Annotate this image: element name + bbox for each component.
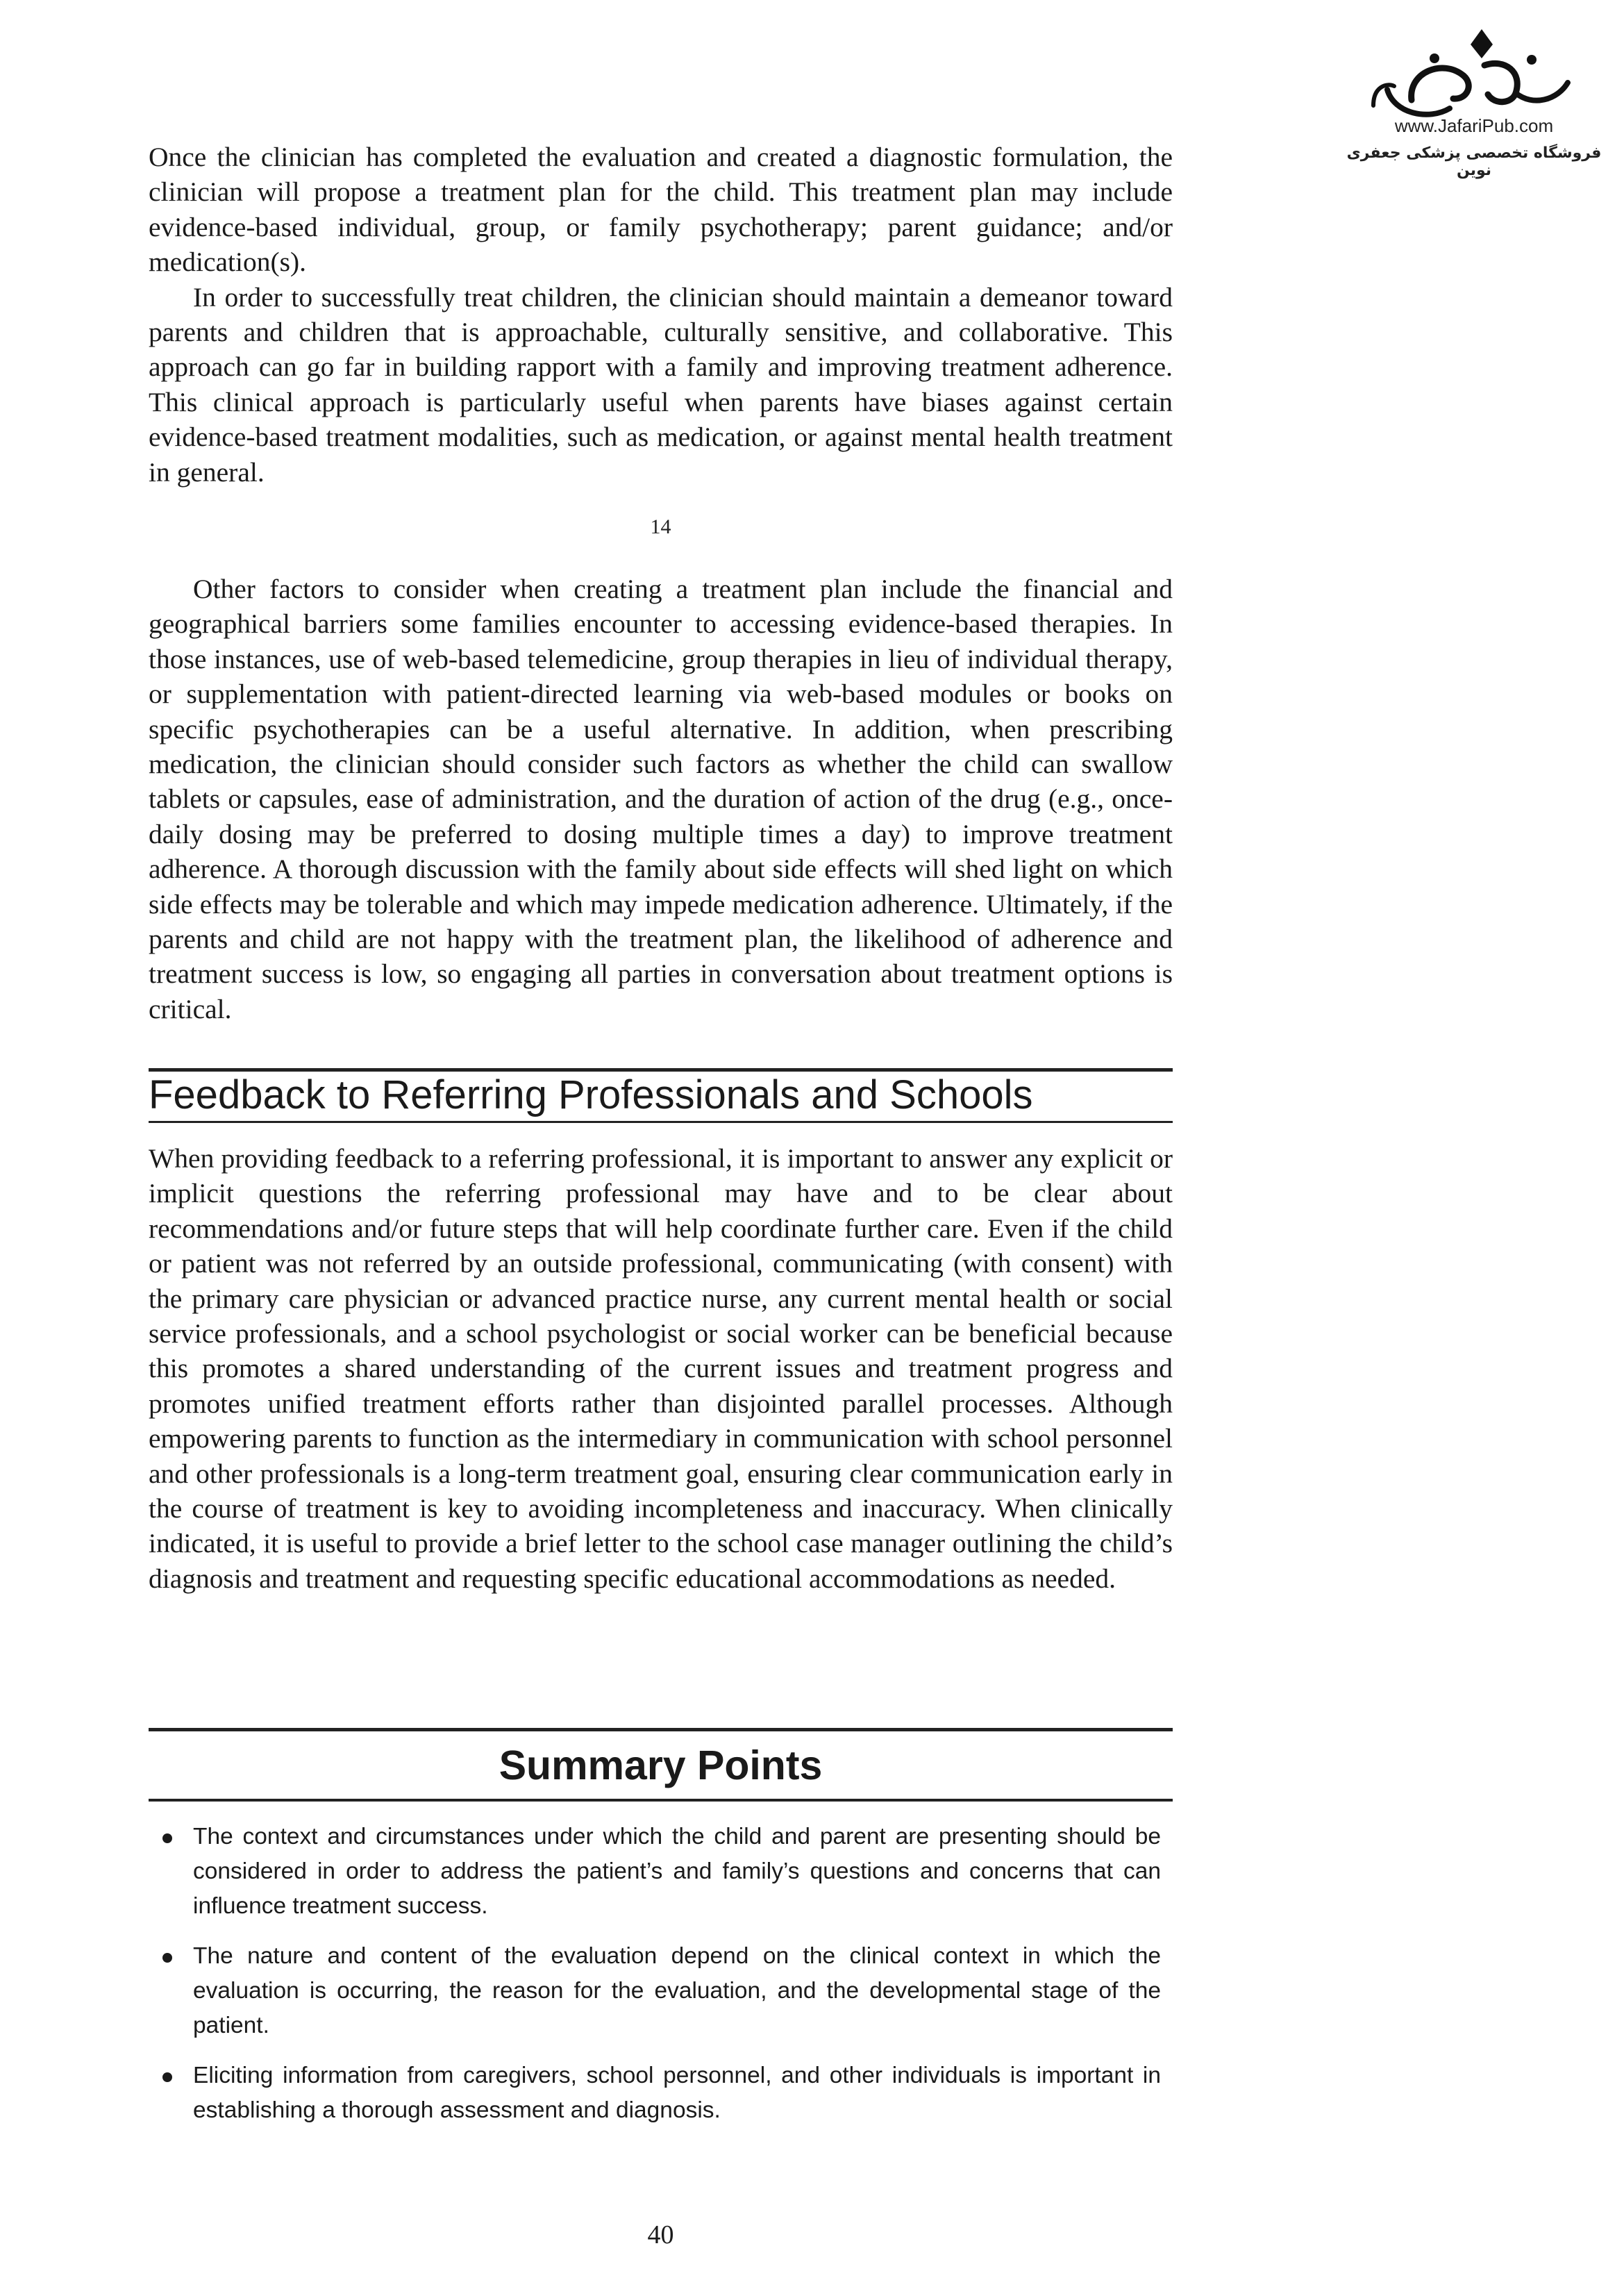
section-top-rule (149, 1068, 1173, 1072)
summary-bottom-rule (149, 1799, 1173, 1802)
summary-point-text: The context and circumstances under which the child and parent are presenting should be considered in order to address the patient’s and family’s questions and concerns that can influence treatment success. (193, 1824, 1161, 1919)
section-bottom-rule (149, 1121, 1173, 1123)
paragraph-demeanor: In order to successfully treat children, the clinician should maintain a demeanor toward parents and children that is approachable, culturally sensitive, and collaborative. This approach can go far in building rapport with a family and improving treatment adherence. This clinical approach is particularly useful when parents have biases against certain evidence-based treatment modalities, such as medication, or against mental health treatment in general. (149, 281, 1173, 488)
bullet-icon (162, 2072, 172, 2082)
feedback-text-block (149, 1141, 1173, 1596)
summary-points-list (160, 1820, 1161, 2143)
paragraph-other-factors: Other factors to consider when creating a treatment plan include the financial and geographical barriers some families encounter to accessing evidence-based therapies. In those instances, use of web-based telemedicine, group therapies in lieu of individual therapy, or supplementation with patient-directed learning via web-based modules or books on specific psychotherapies can be a useful alternative. In addition, when prescribing medication, the clinician should consider such factors as whether the child can swallow tablets or capsules, ease of administration, and the duration of action of the drug (e.g., once-daily dosing may be preferred to dosing multiple times a day) to improve treatment adherence. A thorough discussion with the family about side effects will shed light on which side effects may be tolerable and which may impede medication adherence. Ultimately, if the parents and child are not happy with the treatment plan, the likelihood of adherence and treatment success is low, so engaging all parties in conversation about treatment options is critical. (149, 574, 1173, 1024)
summary-point (160, 1939, 1161, 2043)
inner-page-marker: 14 (650, 515, 671, 538)
logo-url: www.JafariPub.com (1394, 115, 1554, 136)
summary-point-text: Eliciting information from caregivers, school personnel, and other individuals is important in establishing a thorough assessment and diagnosis. (193, 2063, 1161, 2123)
summary-top-rule (149, 1728, 1173, 1731)
page-number: 40 (647, 2220, 674, 2249)
paragraph-treatment-plan: Once the clinician has completed the evaluation and created a diagnostic formulation, the clinician will propose a treatment plan for the child. This treatment plan may include evidence-based individual, group, or family psychotherapy; parent guidance; and/or medication(s). (149, 142, 1173, 278)
logo-tagline: فروشگاه تخصصی پزشکی جعفری نوین (1346, 144, 1602, 179)
section-heading-feedback: Feedback to Referring Professionals and Schools (149, 1072, 1033, 1117)
factors-text-block (149, 572, 1173, 1026)
top-text-block (149, 140, 1173, 490)
bullet-icon (162, 1953, 172, 1963)
bullet-icon (162, 1833, 172, 1843)
summary-point (160, 2058, 1161, 2128)
paragraph-feedback: When providing feedback to a referring professional, it is important to answer any explicit or implicit questions the referring professional may have and to be clear about recommendations and/or future steps that will help coordinate further care. Even if the child or patient was not referred by an outside professional, communicating (with consent) with the primary care physician or advanced practice nurse, any current mental health or social service professionals, and a school psychologist or social worker can be beneficial because this promotes a shared understanding of the current issues and treatment progress and promotes unified treatment efforts rather than disjointed parallel processes. Although empowering parents to function as the intermediary in communication with school personnel and other professionals is a long-term treatment goal, ensuring clear communication early in the course of treatment is key to avoiding incompleteness and inaccuracy. When clinically indicated, it is useful to provide a brief letter to the school case manager outlining the child’s diagnosis and treatment and requesting specific educational accommodations as needed. (149, 1143, 1173, 1594)
summary-point-text: The nature and content of the evaluation depend on the clinical context in which the evaluation is occurring, the reason for the evaluation, and the developmental stage of the patient. (193, 1943, 1161, 2038)
summary-title: Summary Points (499, 1742, 823, 1788)
summary-point (160, 1820, 1161, 1924)
